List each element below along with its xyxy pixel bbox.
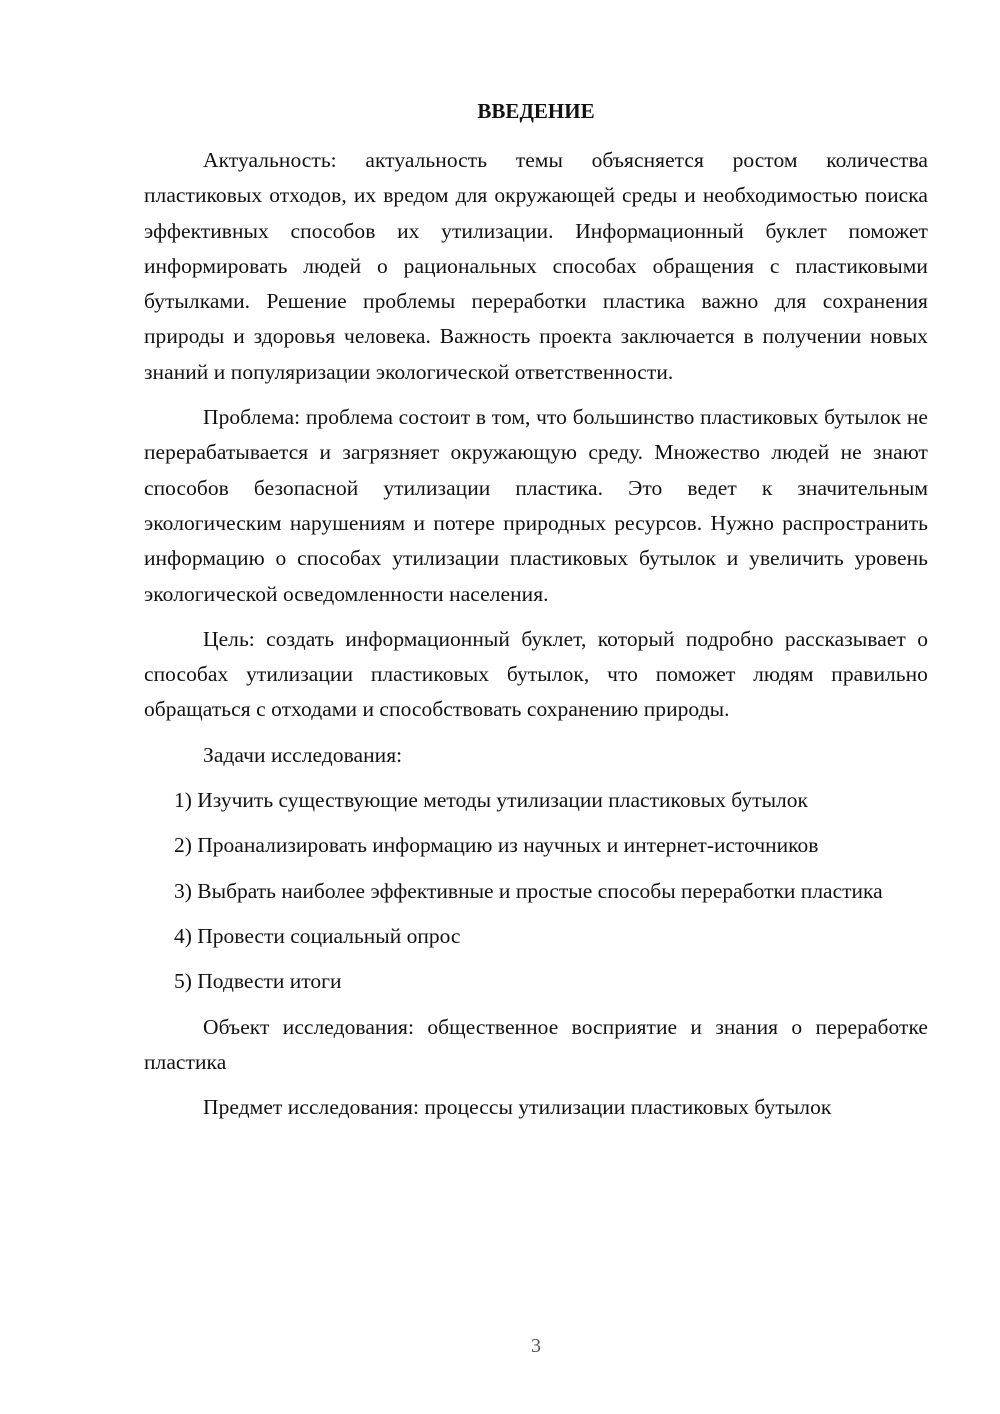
document-body [144,143,928,1125]
goal-paragraph: Цель: создать информационный буклет, который подробно рассказывает о способах утилизации пластиковых бутылок, что поможет людям правильно обращаться с отходами и способствовать сохранению природы. [144,626,928,722]
task-item-1: 1) Изучить существующие методы утилизации пластиковых бутылок [174,788,808,813]
task-item-3: 3) Выбрать наиболее эффективные и простые способы переработки пластика [174,878,883,903]
task-item-2: 2) Проанализировать информацию из научных и интернет-источников [174,833,819,858]
page-number: 3 [531,1335,541,1357]
research-subject-paragraph: Предмет исследования: процессы утилизации пластиковых бутылок [203,1095,832,1120]
task-item-5: 5) Подвести итоги [174,969,342,994]
task-item-4: 4) Провести социальный опрос [174,923,461,948]
problem-paragraph: Проблема: проблема состоит в том, что большинство пластиковых бутылок не перерабатывается и загрязняет окружающую среду. Множество людей не знают способов безопасной утилизации пластика. Это ведет к значительным экологическим нарушениям и потере природных ресурсов. Нужно распространить информацию о способах утилизации пластиковых бутылок и увеличить уровень экологической осведомленности населения. [144,405,928,606]
page-title: ВВЕДЕНИЕ [477,99,595,123]
relevance-paragraph: Актуальность: актуальность темы объясняется ростом количества пластиковых отходов, их вредом для окружающей среды и необходимостью поиска эффективных способов их утилизации. Информационный буклет поможет информировать людей о рациональных способах обращения с пластиковыми бутылками. Решение проблемы переработки пластика важно для сохранения природы и здоровья человека. Важность проекта заключается в получении новых знаний и популяризации экологической ответственности. [144,148,928,384]
research-object-paragraph: Объект исследования: общественное восприятие и знания о переработке пластика [144,1014,928,1074]
tasks-heading: Задачи исследования: [203,742,403,767]
